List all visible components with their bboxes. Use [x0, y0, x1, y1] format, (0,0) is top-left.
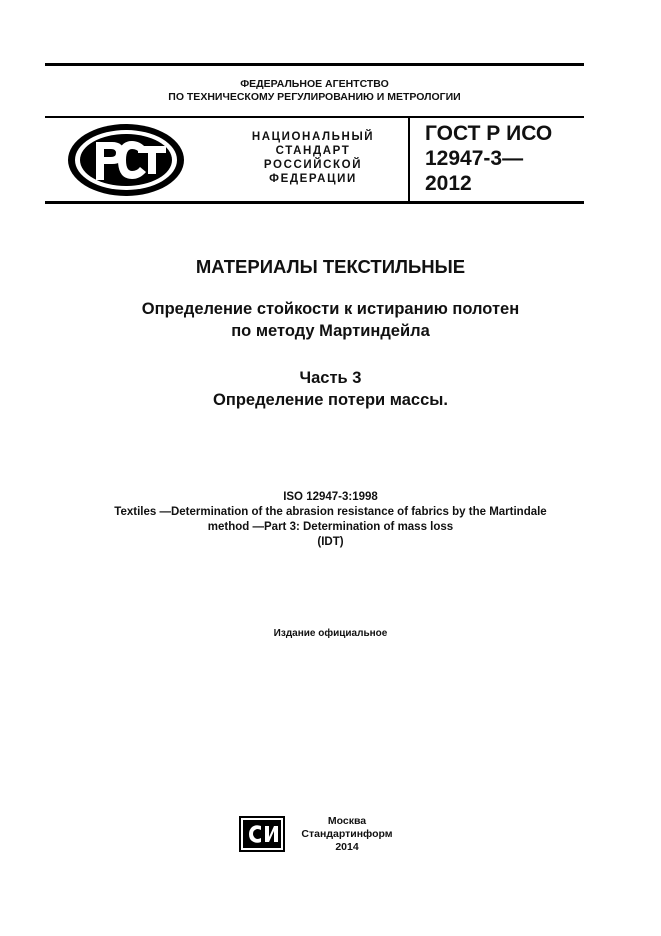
rst-certification-mark-icon: [66, 122, 186, 203]
designation-line-1: ГОСТ Р ИСО: [425, 122, 553, 145]
national-standard-line-3: РОССИЙСКОЙ: [263, 159, 363, 171]
document-title: МАТЕРИАЛЫ ТЕКСТИЛЬНЫЕ: [195, 256, 466, 277]
national-standard-label: [228, 130, 398, 186]
publisher-year: 2014: [335, 841, 359, 853]
agency-line-2: ПО ТЕХНИЧЕСКОМУ РЕГУЛИРОВАНИЮ И МЕТРОЛОГИИ: [168, 91, 461, 103]
top-rule: [45, 63, 584, 66]
national-standard-line-1: НАЦИОНАЛЬНЫЙ: [251, 131, 375, 143]
standard-designation: [425, 121, 552, 196]
header-divider: [408, 118, 410, 202]
document-subtitle: [0, 298, 661, 342]
iso-title-line-1: Textiles —Determination of the abrasion resistance of fabrics by the Martindale: [114, 506, 547, 518]
designation-line-2: 12947-3—: [425, 147, 524, 170]
iso-number: ISO 12947-3:1998: [283, 491, 378, 503]
subtitle-line-2: по методу Мартиндейла: [231, 322, 430, 340]
iso-title-line-2: method —Part 3: Determination of mass loss: [207, 521, 454, 533]
document-part: [0, 367, 661, 411]
publisher-info: [292, 815, 402, 854]
publisher-name: Стандартинформ: [301, 828, 393, 840]
subtitle-line-1: Определение стойкости к истиранию полотен: [141, 300, 520, 318]
standartinform-logo-icon: [239, 816, 285, 857]
national-standard-line-4: ФЕДЕРАЦИИ: [269, 173, 357, 185]
designation-line-3: 2012: [425, 172, 472, 195]
publisher-city: Москва: [327, 815, 367, 827]
agency-line-1: ФЕДЕРАЛЬНОЕ АГЕНТСТВО: [240, 78, 389, 90]
header-rule-lower: [45, 201, 584, 204]
agency-header: [45, 78, 584, 104]
national-standard-line-2: СТАНДАРТ: [275, 145, 351, 157]
header-rule-upper: [45, 116, 584, 118]
iso-reference: [0, 490, 661, 550]
edition-label: Издание официальное: [273, 628, 388, 639]
iso-idt: (IDT): [317, 536, 344, 548]
part-number: Часть 3: [299, 369, 362, 387]
part-title: Определение потери массы.: [213, 391, 448, 409]
